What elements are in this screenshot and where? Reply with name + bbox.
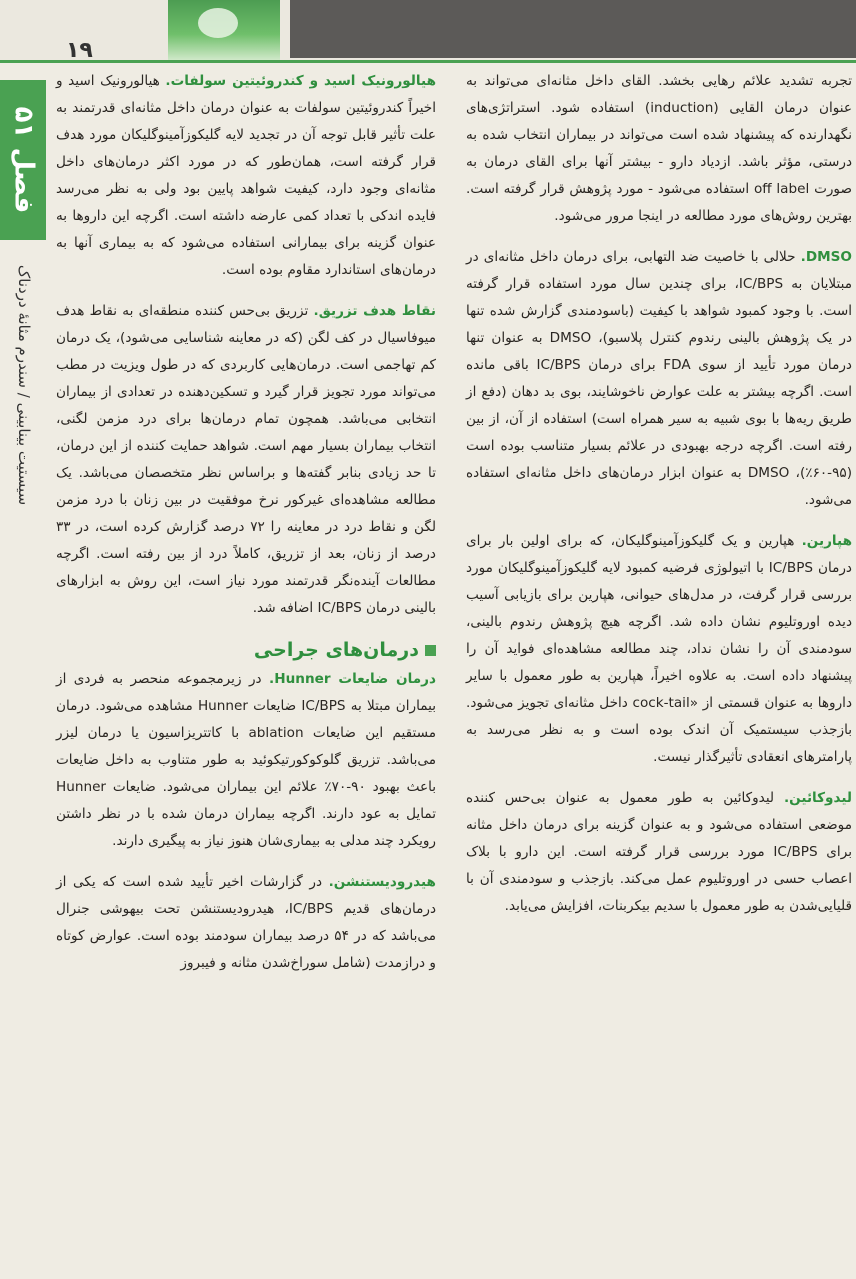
paragraph: [466, 785, 852, 920]
paragraph: [56, 68, 436, 284]
paragraph-heading: لیدوکائین.: [784, 790, 853, 806]
section-title: درمان‌های جراحی: [56, 636, 436, 664]
header-green-graphic: [168, 0, 280, 62]
running-title: سیستیت بینابینی / سندرم مثانهٔ دردناک: [15, 264, 33, 506]
sidebar: [0, 63, 48, 1279]
square-bullet-icon: [425, 645, 436, 656]
paragraph-heading: هپارین.: [801, 533, 852, 549]
paragraph-heading: درمان ضایعات Hunner.: [269, 671, 436, 687]
paragraph-text: در گزارشات اخیر تأیید شده است که یکی از درمان‌های قدیم IC/BPS، هیدرودیستنشن تحت بیهوشی جنرال می‌باشد که در ۵۴ درصد بیماران سودمند بوده است. عوارض کوتاه و درازمدت (شامل سوراخ‌شدن مثانه و فیبروز: [56, 874, 437, 971]
paragraph-text: هپارین و یک گلیکوزآمینوگلیکان، که برای اولین بار برای درمان IC/BPS با اتیولوژی فرضیه کمبود لایه گلیکوزآمینوگلیکان مورد بررسی قرار گرفت، در مدل‌های حیوانی، هپارین برای بازیابی آسیب دیده اوروتلیوم نشان داده شد. اگرچه هیچ پژوهش رندوم بالینی، سودمندی آن را نشان نداد، چند مطالعه مشاهده‌ای فواید آن را پیشنهاد داده است. به علاوه اخیراً، هپارین به طور معمول با سایر داروها به عنوان قسمتی از «cock-tail داخل مثانه‌ای تجویز می‌شود. بازجذب سیستمیک آن اندک بوده است و به نظر می‌رسد به پارامترهای انعقادی تأثیرگذار نیست.: [466, 533, 852, 765]
paragraph-text: لیدوکائین به طور معمول به عنوان بی‌حس کننده موضعی استفاده می‌شود و به عنوان گزینه برای درمان داخل مثانه برای IC/BPS مورد بررسی قرار گرفته است. این دارو با بلاک اعصاب حسی در اوروتلیوم عمل می‌کند. بازجذب و سودمندی آن با قلیایی‌شدن به طور معمول با سدیم بیکربنات، افزایش می‌یابد.: [466, 790, 852, 914]
paragraph: [56, 869, 436, 977]
paragraph: [466, 68, 852, 230]
paragraph-text: حلالی با خاصیت ضد التهابی، برای درمان داخل مثانه‌ای در مبتلایان به IC/BPS، برای چندین سال مورد استفاده قرار گرفته است. با وجود کمبود شواهد با کیفیت (باسودمندی گزارش شده تنها در یک پژوهش بالینی رندوم کنترل پلاسبو)، DMSO به عنوان تنها درمان مورد تأیید از سوی FDA برای درمان IC/BPS باقی مانده است. اگرچه بیشتر به علت عوارض ناخوشایند، بوی بد دهان (دفع از طریق ریه‌ها با بوی شبیه به سیر همراه است) استفاده از آن، از بین رفته است. اگرچه درجه بهبودی در علائم بسیار متناسب بوده است (۹۵-۶۰٪)، DMSO به عنوان ابزار درمان‌های داخل مثانه‌ای استفاده می‌شود.: [466, 249, 852, 508]
paragraph-heading: نقاط هدف تزریق.: [313, 303, 436, 319]
paragraph: [466, 244, 852, 514]
paragraph-heading: DMSO.: [800, 249, 852, 265]
paragraph: [56, 298, 436, 622]
left-column: [56, 68, 436, 991]
paragraph-heading: هیالورونیک اسید و کندروئیتین سولفات.: [165, 73, 436, 89]
paragraph-text: تزریق بی‌حس کننده منطقه‌ای به نقاط هدف میوفاسیال در کف لگن (که در معاینه شناسایی می‌شود)، یک درمان کم تهاجمی است. درمان‌هایی کاربردی که در طول ویزیت در مطب می‌تواند مورد تجویز قرار گیرد و تسکین‌دهنده در تعدادی از بیماران انتخابی می‌باشد. همچون تمام درمان‌ها برای درد مزمن لگنی، انتخاب بیماران بسیار مهم است. شواهد حمایت کننده از این درمان، تا حد زیادی بنابر گفته‌ها و براساس نظر متخصصان می‌باشد. یک مطالعه مشاهده‌ای غیرکور نرخ موفقیت در بین زنان با درد مزمن لگن و نقاط درد در معاینه را ۷۲ درصد گزارش کرده است، در ۳۳ درصد از زنان، بعد از تزریق، کاملاً درد از بین رفته است. اگرچه مطالعات آینده‌نگر قدرتمند مورد نیاز است، این روش به ابزارهای بالینی درمان IC/BPS اضافه شد.: [56, 303, 436, 616]
header-dark-bar: [290, 0, 856, 58]
page-number: ۱۹: [66, 38, 93, 63]
paragraph-text: تجربه تشدید علائم رهایی بخشد. القای داخل مثانه‌ای می‌تواند به عنوان درمان القایی (induction) استفاده شود. استراتژی‌های نگهدارنده که پیشنهاد شده است می‌تواند در بیماران انتخاب شده به درستی، مؤثر باشد. ازدیاد دارو - بیشتر آنها برای القای درمان به صورت off label استفاده می‌شود - مورد پژوهش قرار گرفته است. بهترین روش‌های مورد مطالعه در اینجا مرور می‌شود.: [466, 73, 852, 224]
paragraph: [56, 666, 436, 855]
right-column: [466, 68, 852, 934]
paragraph-text: در زیرمجموعه منحصر به فردی از بیماران مبتلا به IC/BPS ضایعات Hunner مشاهده می‌شود. درمان مستقیم این ضایعات ablation با کاتتریزاسیون یا درمان لیزر می‌باشد. تزریق گلوکوکورتیکوئید به طور متناوب به داخل ضایعات باعث بهبود ۹۰-۷۰٪ علائم این بیماران می‌شود. ضایعات Hunner تمایل به عود دارند. اگرچه بیماران درمان شده با در نظر داشتن رویکرد چند مدلی به بیماری‌شان هنوز نیاز به پیگیری دارند.: [56, 671, 436, 849]
paragraph-text: هیالورونیک اسید و اخیراً کندروئیتین سولفات به عنوان درمان داخل مثانه‌ای قدرتمند به علت تأثیر قابل توجه آن در تجدید لایه گلیکوزآمینوگلیکان مورد هدف قرار گرفته است، همان‌طور که در مورد اکثر درمان‌های داخل مثانه‌ای وجود دارد، کیفیت شواهد پایین بود ولی به نظر می‌رسد فایده اندکی با تعداد کمی عارضه داشته است. اگرچه این داروها به عنوان گزینه برای بیمارانی استفاده می‌شود که به بیماری آنها به درمان‌های استاندارد مقاوم بوده است.: [56, 73, 436, 278]
header-rule: [0, 60, 856, 63]
chapter-label: فصل ۵۱: [8, 106, 38, 214]
paragraph: [466, 528, 852, 771]
paragraph-heading: هیدرودیستنشن.: [328, 874, 436, 890]
